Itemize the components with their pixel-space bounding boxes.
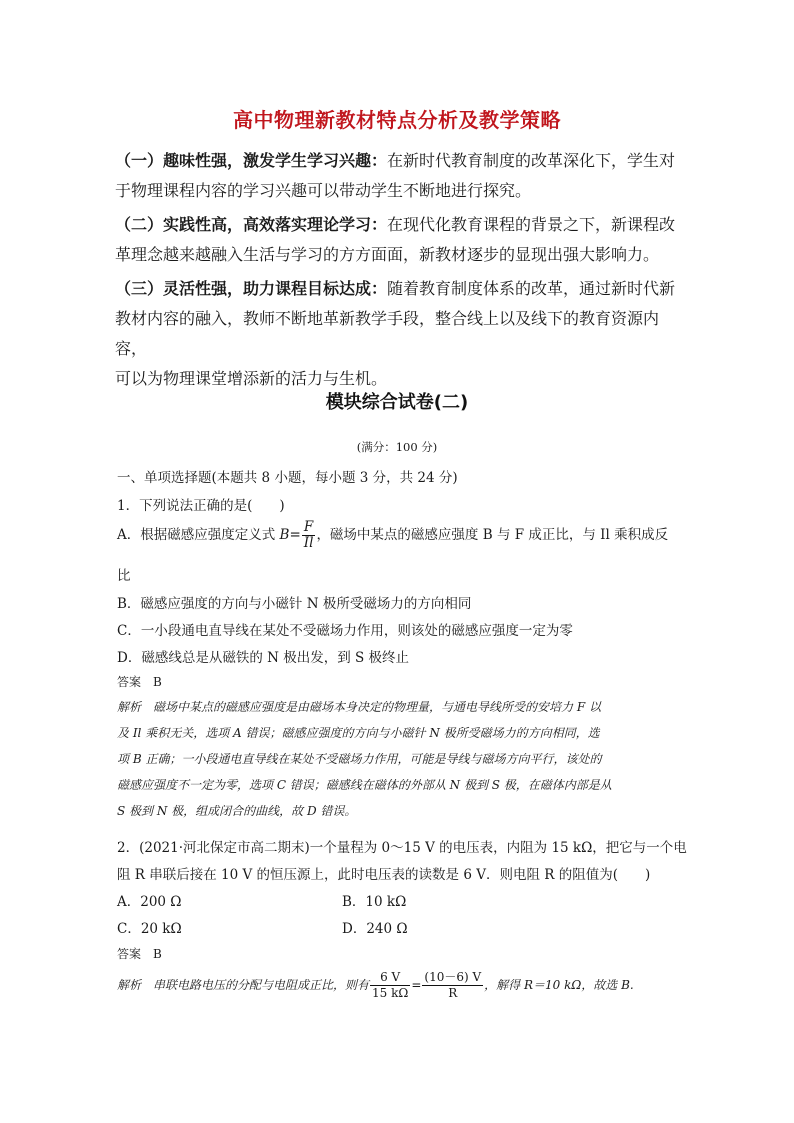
q2-answer: 答案 B <box>117 947 162 961</box>
fraction-voltage: $\frac{6 V}{15 k\Omega}$ <box>372 970 409 1000</box>
formula-fraction: $\frac{F}{Il}$ <box>303 519 314 551</box>
q1-stem: 1．下列说法正确的是( ) <box>117 498 285 514</box>
point-label: （二）实践性高，高效落实理论学习： <box>115 215 388 234</box>
point-label: （三）灵活性强，助力课程目标达成： <box>115 279 388 298</box>
q2-option-d: D．240 Ω <box>342 921 408 937</box>
q2-stem-1: 2．(2021·河北保定市高二期末)一个量程为 0～15 V 的电压表，内阻为 15 kΩ，把它与一个电 <box>117 840 687 856</box>
q1-option-a: A．根据磁感应强度定义式 B= $\frac{F}{Il}$ ，磁场中某点的磁感应强度 B 与 F 成正比，与 Il 乘积成反 <box>117 519 669 551</box>
intro-point-1: （一）趣味性强，激发学生学习兴趣：在新时代教育制度的改革深化下，学生对 于物理课程内容的学习兴趣可以带动学生不断地进行探究。 <box>115 151 676 200</box>
q2-option-a: A．200 Ω <box>117 894 182 910</box>
q1-option-c: C．一小段通电直导线在某处不受磁场力作用，则该处的磁感应强度一定为零 <box>117 623 573 639</box>
q1-answer: 答案 B <box>117 675 162 689</box>
fraction-resistance: $\frac{(10-6) V}{R}$ <box>424 970 482 1000</box>
q1-option-d: D．磁感线总是从磁铁的 N 极出发，到 S 极终止 <box>117 650 410 666</box>
header-title: 高中物理新教材特点分析及教学策略 <box>233 108 561 132</box>
q1-analysis: 解析 磁场中某点的磁感应强度是由磁场本身决定的物理量，与通电导线所受的安培力 F 以 及 Il 乘积无关，选项 A 错误；磁感应强度的方向与小磁针 N 极所受磁场力的方向相同，选 项 B 正确；一小段通电直导线在某处不受磁场力作用，可能是导线与磁场方向平行，该处的 磁感应强度不一定为零，选项 C 错误；磁感线在磁体的外部从 N 极到 S 极，在磁体内部是从 S 极到 N 极，组成闭合的曲线，故 D 错误。 <box>117 700 612 818</box>
q2-option-b: B．10 kΩ <box>342 894 407 910</box>
full-score: (满分：100 分) <box>356 440 438 454</box>
q1-option-b: B．磁感应强度的方向与小磁针 N 极所受磁场力的方向相同 <box>117 596 472 612</box>
q2-analysis: 解析 串联电路电压的分配与电阻成正比，则有 $\frac{6 V}{15 k\Omega}$ = $\frac{(10-6) V}{R}$ ，解得 R＝10 kΩ，故选 B. <box>117 970 634 1000</box>
section-heading: 一、单项选择题(本题共 8 小题，每小题 3 分，共 24 分) <box>117 470 458 486</box>
q1-option-a-cont: 比 <box>117 568 131 584</box>
intro-point-3: （三）灵活性强，助力课程目标达成：随着教育制度体系的改革，通过新时代新 教材内容的融入，教师不断地革新教学手段，整合线上以及线下的教育资源内容， 可以为物理课堂增添新的活力与生机。 <box>115 279 676 388</box>
q2-option-c: C．20 kΩ <box>117 921 182 937</box>
exam-title: 模块综合试卷(二) <box>325 392 469 413</box>
intro-point-2: （二）实践性高，高效落实理论学习：在现代化教育课程的背景之下，新课程改 革理念越来越融入生活与学习的方方面面，新教材逐步的显现出强大影响力。 <box>115 215 676 264</box>
point-label: （一）趣味性强，激发学生学习兴趣： <box>115 151 388 170</box>
q2-stem-2: 阻 R 串联后接在 10 V 的恒压源上，此时电压表的读数是 6 V．则电阻 R 的阻值为( ) <box>117 867 651 883</box>
